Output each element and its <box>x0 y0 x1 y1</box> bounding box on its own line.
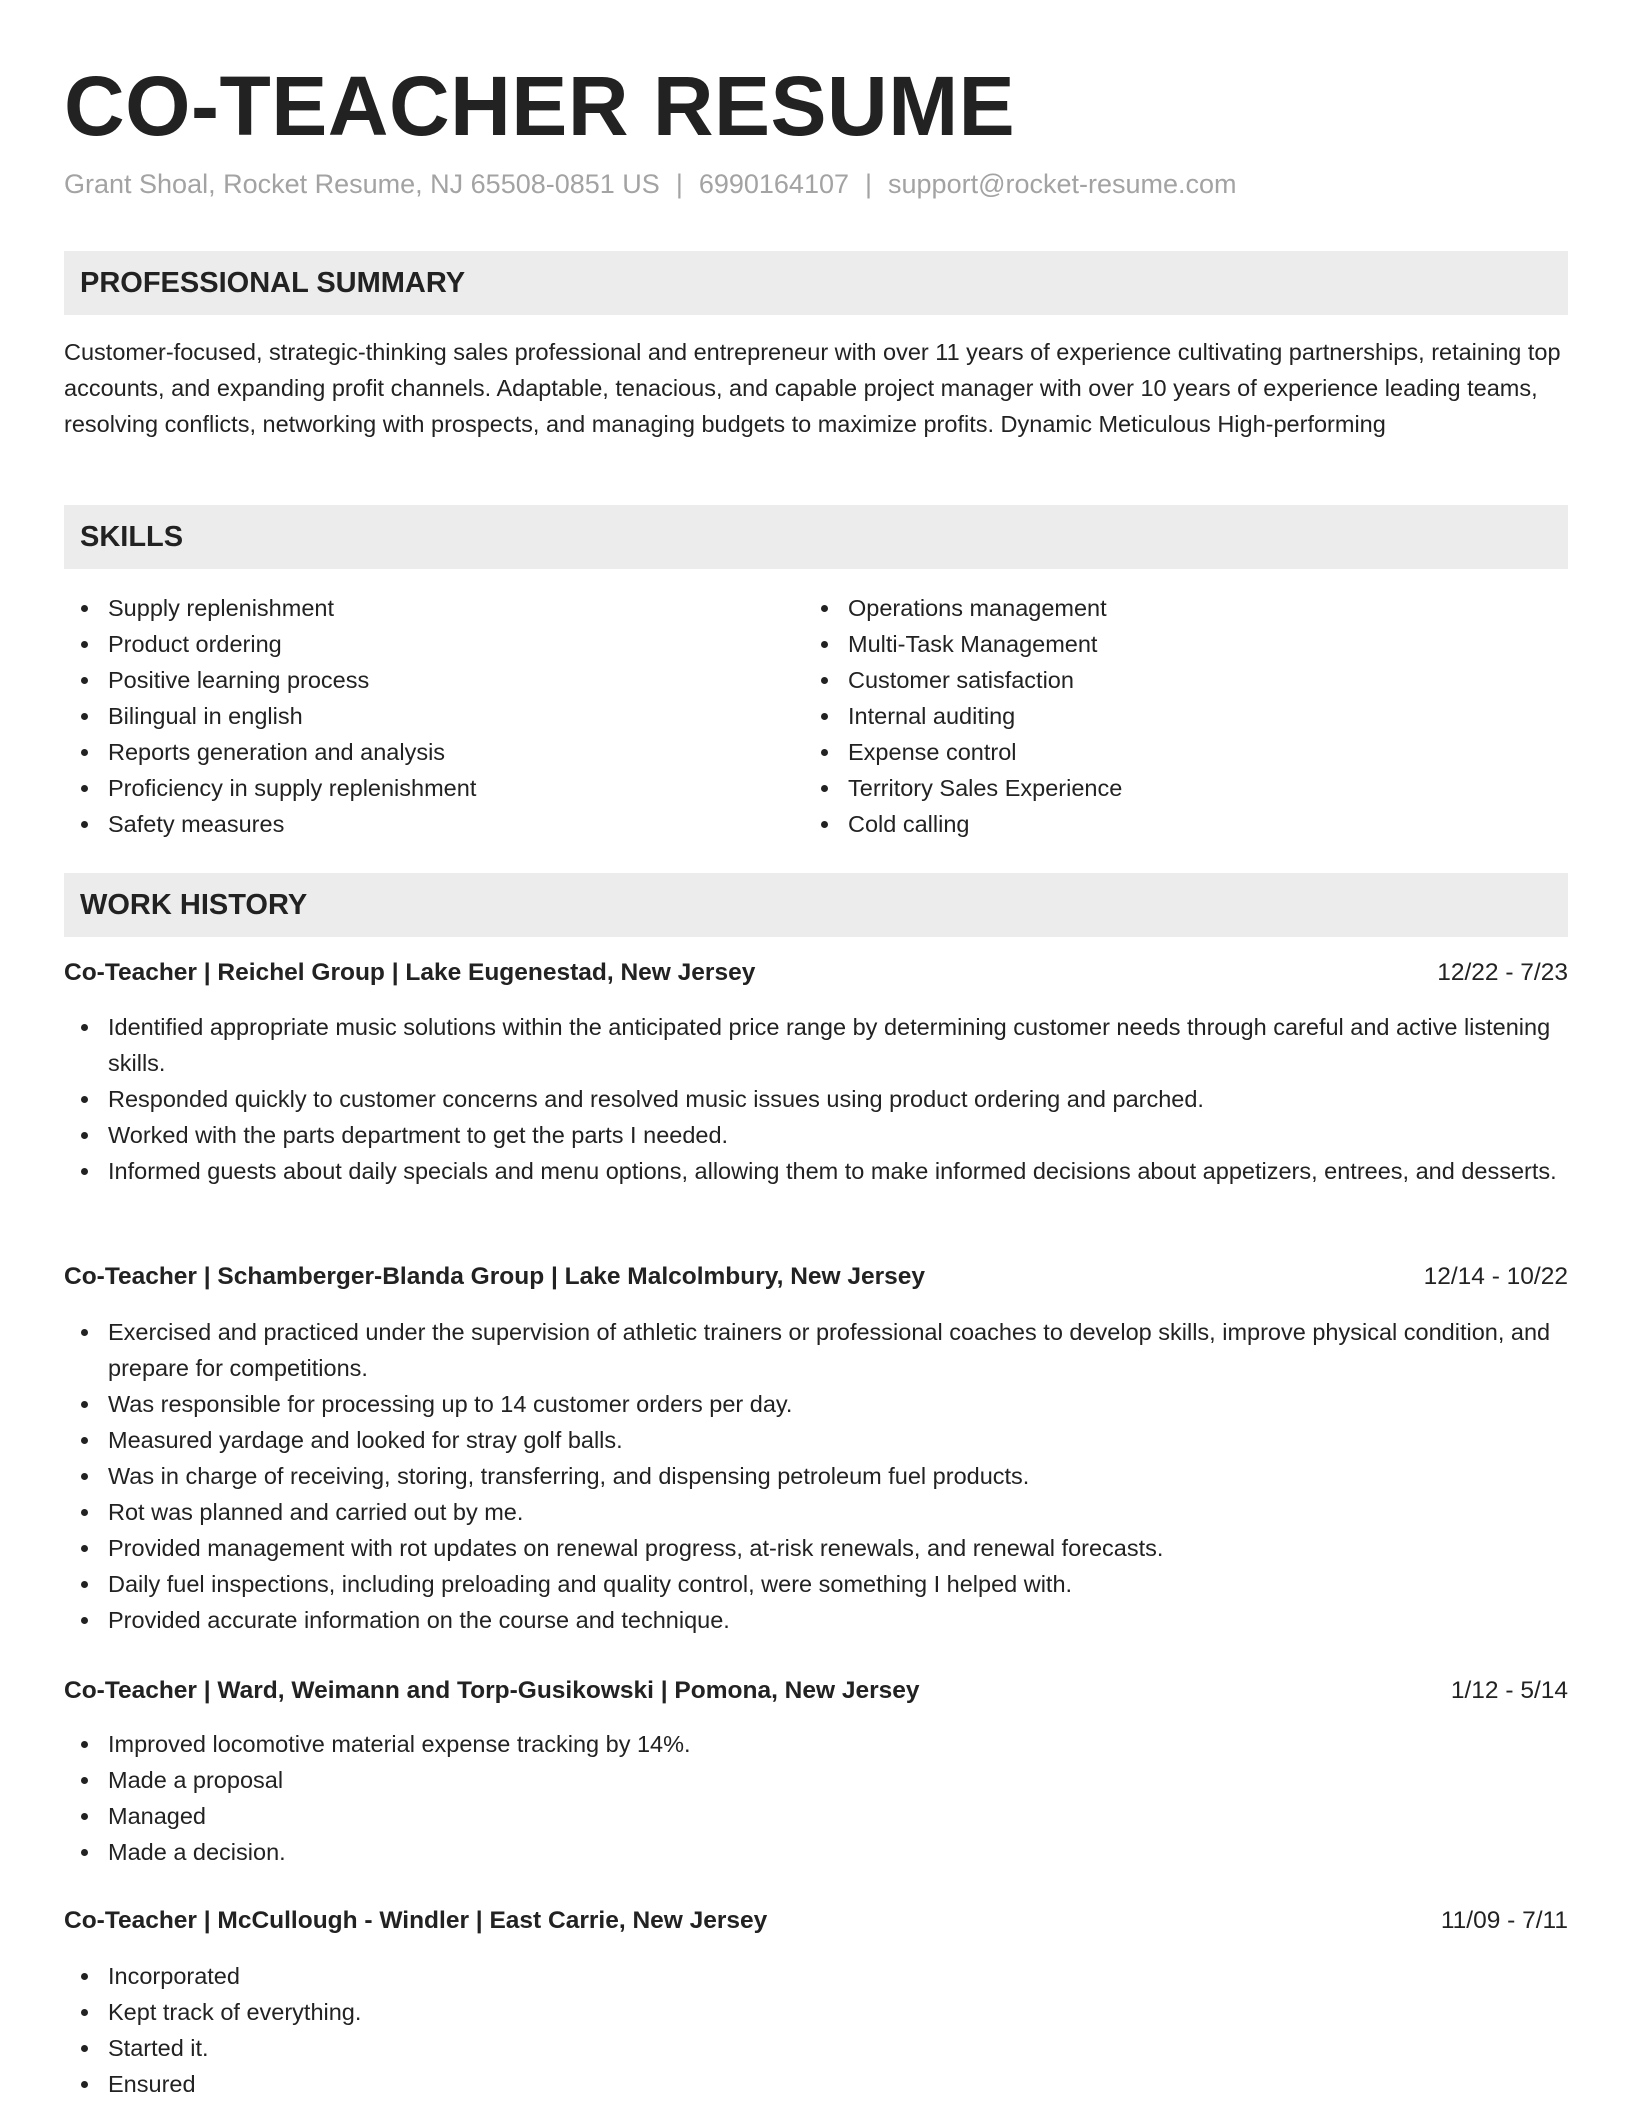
job-bullets <box>64 1314 1568 1638</box>
skill-item: Internal auditing <box>804 698 1122 734</box>
job-title: Co-Teacher | Ward, Weimann and Torp-Gusikowski | Pomona, New Jersey <box>64 1677 920 1704</box>
skill-item: Operations management <box>804 590 1122 626</box>
job-header <box>64 955 1568 991</box>
job-title: Co-Teacher | Reichel Group | Lake Eugenestad, New Jersey <box>64 959 756 986</box>
skill-item: Proficiency in supply replenishment <box>64 770 476 806</box>
skill-item: Expense control <box>804 734 1122 770</box>
job-title: Co-Teacher | McCullough - Windler | East Carrie, New Jersey <box>64 1907 768 1934</box>
skill-item: Supply replenishment <box>64 590 476 626</box>
contact-email: support@rocket-resume.com <box>888 169 1237 199</box>
job-header <box>64 1673 1568 1709</box>
contact-separator: | <box>865 169 873 199</box>
skill-item: Multi-Task Management <box>804 626 1122 662</box>
job-bullet: Provided accurate information on the course and technique. <box>64 1602 1568 1638</box>
contact-line <box>64 166 1237 202</box>
job-bullet: Improved locomotive material expense tracking by 14%. <box>64 1726 1568 1762</box>
job-bullet: Incorporated <box>64 1958 1568 1994</box>
job-bullet: Identified appropriate music solutions within the anticipated price range by determining customer needs through careful and active listening skills. <box>64 1009 1568 1081</box>
skill-item: Customer satisfaction <box>804 662 1122 698</box>
job-bullets <box>64 1009 1568 1189</box>
job-dates: 12/22 - 7/23 <box>1437 959 1568 986</box>
section-heading-work-history: WORK HISTORY <box>64 873 1568 937</box>
job-bullet: Ensured <box>64 2066 1568 2102</box>
skills-list-left <box>64 590 476 842</box>
job-dates: 12/14 - 10/22 <box>1423 1263 1568 1290</box>
job-title: Co-Teacher | Schamberger-Blanda Group | Lake Malcolmbury, New Jersey <box>64 1263 926 1290</box>
contact-phone: 6990164107 <box>698 169 849 199</box>
job-bullet: Exercised and practiced under the supervision of athletic trainers or professional coaches to develop skills, improve physical condition, and prepare for competitions. <box>64 1314 1568 1386</box>
job-bullet: Rot was planned and carried out by me. <box>64 1494 1568 1530</box>
skill-item: Safety measures <box>64 806 476 842</box>
job-bullet: Kept track of everything. <box>64 1994 1568 2030</box>
job-bullet: Made a decision. <box>64 1834 1568 1870</box>
job-bullet-list <box>64 1314 1568 1638</box>
job-bullet-list <box>64 1009 1568 1189</box>
job-bullet: Started it. <box>64 2030 1568 2066</box>
job-bullet: Daily fuel inspections, including preloading and quality control, were something I helped with. <box>64 1566 1568 1602</box>
job-bullet: Made a proposal <box>64 1762 1568 1798</box>
skill-item: Cold calling <box>804 806 1122 842</box>
job-bullet: Managed <box>64 1798 1568 1834</box>
skill-item: Reports generation and analysis <box>64 734 476 770</box>
job-header <box>64 1259 1568 1295</box>
section-heading-skills: SKILLS <box>64 505 1568 569</box>
job-bullet: Informed guests about daily specials and menu options, allowing them to make informed decisions about appetizers, entrees, and desserts. <box>64 1153 1568 1189</box>
section-heading-summary: PROFESSIONAL SUMMARY <box>64 251 1568 315</box>
job-dates: 11/09 - 7/11 <box>1440 1907 1568 1934</box>
skills-list-right <box>804 590 1122 842</box>
skill-item: Territory Sales Experience <box>804 770 1122 806</box>
job-header <box>64 1903 1568 1939</box>
job-bullet-list <box>64 1958 1568 2102</box>
job-bullet-list <box>64 1726 1568 1870</box>
job-bullet: Provided management with rot updates on renewal progress, at-risk renewals, and renewal forecasts. <box>64 1530 1568 1566</box>
job-bullet: Worked with the parts department to get the parts I needed. <box>64 1117 1568 1153</box>
skill-item: Positive learning process <box>64 662 476 698</box>
skill-item: Product ordering <box>64 626 476 662</box>
job-bullets <box>64 1726 1568 1870</box>
contact-address: Grant Shoal, Rocket Resume, NJ 65508-0851 US <box>64 169 660 199</box>
job-bullet: Responded quickly to customer concerns and resolved music issues using product ordering and parched. <box>64 1081 1568 1117</box>
resume-title: CO-TEACHER RESUME <box>64 59 1016 153</box>
skill-item: Bilingual in english <box>64 698 476 734</box>
contact-separator: | <box>675 169 683 199</box>
job-bullet: Was in charge of receiving, storing, transferring, and dispensing petroleum fuel products. <box>64 1458 1568 1494</box>
job-bullet: Measured yardage and looked for stray golf balls. <box>64 1422 1568 1458</box>
job-dates: 1/12 - 5/14 <box>1450 1677 1568 1704</box>
job-bullet: Was responsible for processing up to 14 customer orders per day. <box>64 1386 1568 1422</box>
summary-text: Customer-focused, strategic-thinking sales professional and entrepreneur with over 11 years of experience cultivating partnerships, retaining top accounts, and expanding profit channels. Adaptable, tenacious, and capable project manager with over 10 years of experience leading teams, resolving conflicts, networking with prospects, and managing budgets to maximize profits. Dynamic Meticulous High-performing <box>64 339 1561 437</box>
job-bullets <box>64 1958 1568 2102</box>
